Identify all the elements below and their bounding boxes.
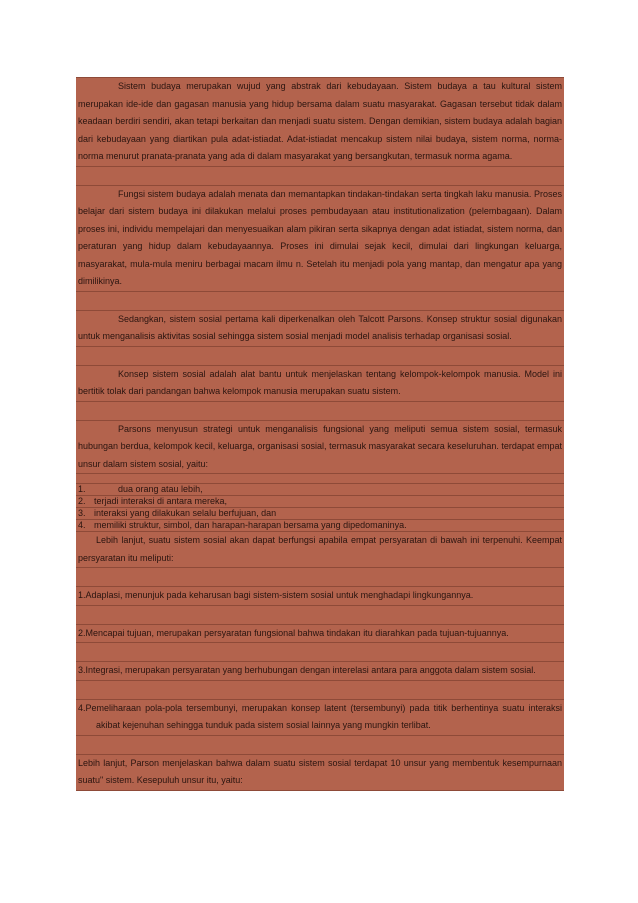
list-item [76, 508, 564, 520]
persyaratan-item-adaptasi [76, 587, 564, 606]
paragraph-text: Sistem budaya merupakan wujud yang abstrak dari kebudayaan. Sistem budaya a tau kultural sistem merupakan ide-ide dan gagasan manusia yang hidup bersama dalam suatu masyarakat. Gagasan tersebut tidak dalam keadaan berdiri sendiri, akan tetapi berkaitan dan menjadi suatu sistem. Dengan demikian, sistem budaya adalah bagian dari kebudayaan yang diartikan pula adat-istiadat. Adat-istiadat mencakup sistem nilai budaya, sistem norma, norma-norma menurut pranata-pranata yang ada di dalam masyarakat yang bersangkutan, termasuk norma agama. [78, 81, 562, 161]
list-number: 1. [78, 484, 86, 494]
paragraph-sistem-budaya [76, 78, 564, 167]
document-text-block [76, 77, 564, 791]
persyaratan-item-pemeliharaan [76, 700, 564, 736]
paragraph-strategi-parsons [76, 421, 564, 475]
list-text: interaksi yang dilakukan selalu berfujuan, dan [94, 508, 277, 518]
paragraph-text: 1.Adaplasi, menunjuk pada keharusan bagi sistem-sistem sosial untuk menghadapi lingkungannya. [78, 590, 474, 600]
paragraph-persyaratan-intro [76, 532, 564, 568]
list-item [76, 484, 564, 496]
list-text: dua orang atau lebih, [118, 484, 203, 494]
paragraph-text: Parsons menyusun strategi untuk menganalisis fungsional yang meliputi semua sistem sosial, termasuk hubungan berdua, kelompok kecil, keluarga, organisasi sosial, termasuk masyarakat secara keseluruhan. terdapat empat unsur dalam sistem sosial, yaitu: [78, 423, 562, 469]
paragraph-sistem-sosial-parsons [76, 311, 564, 347]
list-item [76, 520, 564, 532]
blank-line [76, 736, 564, 755]
paragraph-fungsi-sistem-budaya [76, 186, 564, 292]
paragraph-text: 2.Mencapai tujuan, merupakan persyaratan fungsional bahwa tindakan itu diarahkan pada tujuan-tujuannya. [78, 627, 509, 638]
paragraph-sepuluh-unsur [76, 755, 564, 791]
blank-line [76, 606, 564, 625]
blank-line [76, 347, 564, 366]
blank-line [76, 643, 564, 662]
blank-line [76, 167, 564, 186]
paragraph-text: 3.Integrasi, merupakan persyaratan yang berhubungan dengan interelasi antara para anggota dalam sistem sosial. [78, 665, 536, 675]
list-text: terjadi interaksi di antara mereka, [94, 496, 228, 506]
blank-line [76, 474, 564, 484]
paragraph-text: Konsep sistem sosial adalah alat bantu untuk menjelaskan tentang kelompok-kelompok manusia. Model ini bertitik tolak dari pandangan bahwa kelompok manusia merupakan suatu sistem. [78, 368, 562, 396]
paragraph-text: Lebih lanjut, Parson menjelaskan bahwa dalam suatu sistem sosial terdapat 10 unsur yang membentuk kesempurnaan suatu" sistem. Kesepuluh unsur itu, yaitu: [78, 757, 562, 785]
paragraph-text: Lebih lanjut, suatu sistem sosial akan dapat berfungsi apabila empat persyaratan di bawah ini terpenuhi. Keempat persyaratan itu meliputi: [78, 535, 562, 563]
list-number: 2. [78, 496, 86, 506]
list-text: memiliki struktur, simbol, dan harapan-harapan bersama yang dipedomaninya. [94, 520, 407, 530]
persyaratan-item-tujuan [76, 625, 564, 644]
blank-line [76, 568, 564, 587]
list-number: 4. [78, 520, 86, 530]
blank-line [76, 681, 564, 700]
paragraph-konsep-sistem-sosial [76, 366, 564, 402]
paragraph-text: 4.Pemeliharaan pola-pola tersembunyi, merupakan konsep latent (tersembunyi) pada titik berhentinya suatu interaksi akibat kejenuhan sehingga tunduk pada sistem sosial lainnya yang mungkin terlibat. [78, 702, 562, 730]
blank-line [76, 292, 564, 311]
persyaratan-item-integrasi [76, 662, 564, 681]
list-item [76, 496, 564, 508]
paragraph-text: Fungsi sistem budaya adalah menata dan memantapkan tindakan-tindakan serta tingkah laku manusia. Proses belajar dari sistem budaya ini dilakukan melalui proses pembudayaan atau institutionalization (pelembagaan). Dalam proses ini, individu mempelajari dan menyesuaikan alam pikiran serta sikapnya dengan adat istiadat, sistem norma, dan peraturan yang hidup dalam kebudayaannya. Proses ini dimulai sejak kecil, dimulai dari lingkungan keluarga, masyarakat, mula-mula meniru berbagai macam ilmu n. Setelah itu menjadi pola yang mantap, dan mengatur apa yang dimilikinya. [78, 188, 562, 286]
list-number: 3. [78, 508, 86, 518]
paragraph-text: Sedangkan, sistem sosial pertama kali diperkenalkan oleh Talcott Parsons. Konsep struktur sosial digunakan untuk menganalisis aktivitas sosial sehingga sistem sosial menjadi model analisis terhadap organisasi sosial. [78, 313, 562, 341]
blank-line [76, 402, 564, 421]
